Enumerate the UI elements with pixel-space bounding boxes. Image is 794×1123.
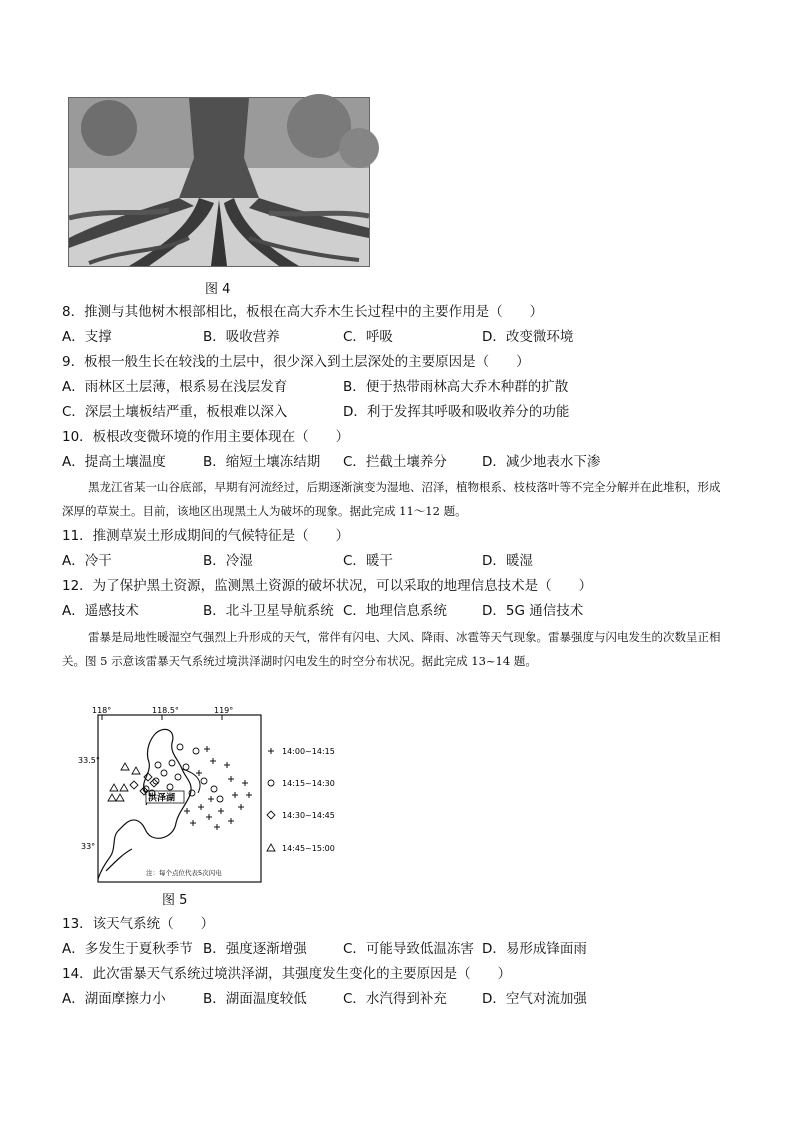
legend-symbol-diamond <box>267 811 275 819</box>
passage-black-soil <box>62 475 727 523</box>
question-13-option-d: D．易形成锋面雨 <box>482 941 587 957</box>
figure5-caption: 图 5 <box>162 893 188 908</box>
figure4-caption: 图 4 <box>205 282 231 297</box>
question-8-option-d: D．改变微环境 <box>482 329 574 345</box>
question-11-option-d: D．暖湿 <box>482 553 533 569</box>
question-9-stem: 9．板根一般生长在较浅的土层中，很少深入到土层深处的主要原因是（ ） <box>62 354 530 370</box>
lon-label-118: 118° <box>92 706 112 715</box>
legend-label-4: 14:45~15:00 <box>282 844 335 853</box>
question-8-option-b: B．吸收营养 <box>203 329 280 345</box>
question-13-stem: 13．该天气系统（ ） <box>62 916 215 932</box>
question-14-option-d: D．空气对流加强 <box>482 991 587 1007</box>
legend-label-3: 14:30~14:45 <box>282 811 335 820</box>
question-12-stem: 12．为了保护黑土资源，监测黑土资源的破坏状况，可以采取的地理信息技术是（ ） <box>62 578 593 594</box>
question-8-stem: 8．推测与其他树木根部相比，板根在高大乔木生长过程中的主要作用是（ ） <box>62 304 544 320</box>
lat-label-33-5: 33.5° <box>78 756 100 765</box>
legend-label-2: 14:15~14:30 <box>282 779 335 788</box>
question-12-option-a: A．遥感技术 <box>62 603 139 619</box>
question-13-option-c: C．可能导致低温冻害 <box>343 941 474 957</box>
question-9-option-b: B．便于热带雨林高大乔木种群的扩散 <box>343 379 569 395</box>
question-14-option-b: B．湖面温度较低 <box>203 991 307 1007</box>
question-12-option-d: D．5G 通信技术 <box>482 603 584 619</box>
question-11-option-c: C．暖干 <box>343 553 393 569</box>
question-12-option-c: C．地理信息系统 <box>343 603 447 619</box>
map-note: 注：每个点位代表5次闪电 <box>146 869 222 877</box>
legend-label-1: 14:00~14:15 <box>282 747 335 756</box>
question-8-option-a: A．支撑 <box>62 329 112 345</box>
question-10-option-c: C．拦截土壤养分 <box>343 454 447 470</box>
hongze-lake-outline <box>98 729 191 879</box>
question-13-option-a: A．多发生于夏秋季节 <box>62 941 193 957</box>
legend-symbol-triangle <box>267 844 275 851</box>
lightning-distribution-map <box>78 703 351 883</box>
question-13-option-b: B．强度逐渐增强 <box>203 941 307 957</box>
question-9-option-d: D．利于发挥其呼吸和吸收养分的功能 <box>343 404 570 420</box>
question-9-option-a: A．雨林区土层薄，根系易在浅层发育 <box>62 379 288 395</box>
legend-symbol-circle <box>268 780 274 786</box>
question-12-option-b: B．北斗卫星导航系统 <box>203 603 334 619</box>
lightning-markers-plus <box>184 746 252 830</box>
question-14-stem: 14．此次雷暴天气系统过境洪泽湖，其强度发生变化的主要原因是（ ） <box>62 966 512 982</box>
passage-black-soil-text: 黑龙江省某一山谷底部，早期有河流经过，后期逐渐演变为湿地、沼泽，植物根系、枝枝落叶等不完全分解并在此堆积，形成深厚的草炭土。目前，该地区出现黑土人为破坏的现象。据此完成 11～12 题。 <box>62 480 721 518</box>
question-9-option-c: C．深层土壤板结严重，板根难以深入 <box>62 404 288 420</box>
buttress-root-photo <box>68 97 370 267</box>
legend-symbol-plus <box>268 748 274 754</box>
lon-label-119: 119° <box>214 706 234 715</box>
question-10-option-b: B．缩短土壤冻结期 <box>203 454 321 470</box>
question-11-stem: 11．推测草炭土形成期间的气候特征是（ ） <box>62 528 350 544</box>
map-legend <box>267 747 335 853</box>
lake-label: 洪泽湖 <box>148 793 176 804</box>
question-10-option-a: A．提高土壤温度 <box>62 454 166 470</box>
lat-label-33: 33° <box>81 842 96 851</box>
passage-thunderstorm-text: 雷暴是局地性暖湿空气强烈上升形成的天气，常伴有闪电、大风、降雨、冰雹等天气现象。雷暴强度与闪电发生的次数呈正相关。图 5 示意该雷暴天气系统过境洪泽湖时闪电发生的时空分布状况。据此完成 13~14 题。 <box>62 630 721 668</box>
question-11-option-b: B．冷湿 <box>203 553 253 569</box>
question-8-option-c: C．呼吸 <box>343 329 393 345</box>
question-11-option-a: A．冷干 <box>62 553 112 569</box>
passage-thunderstorm <box>62 625 727 673</box>
question-10-stem: 10．板根改变微环境的作用主要体现在（ ） <box>62 429 350 445</box>
lon-label-118-5: 118.5° <box>152 706 179 715</box>
question-10-option-d: D．减少地表水下渗 <box>482 454 601 470</box>
question-14-option-c: C．水汽得到补充 <box>343 991 447 1007</box>
buttress-root-illustration <box>69 98 369 266</box>
question-14-option-a: A．湖面摩擦力小 <box>62 991 166 1007</box>
